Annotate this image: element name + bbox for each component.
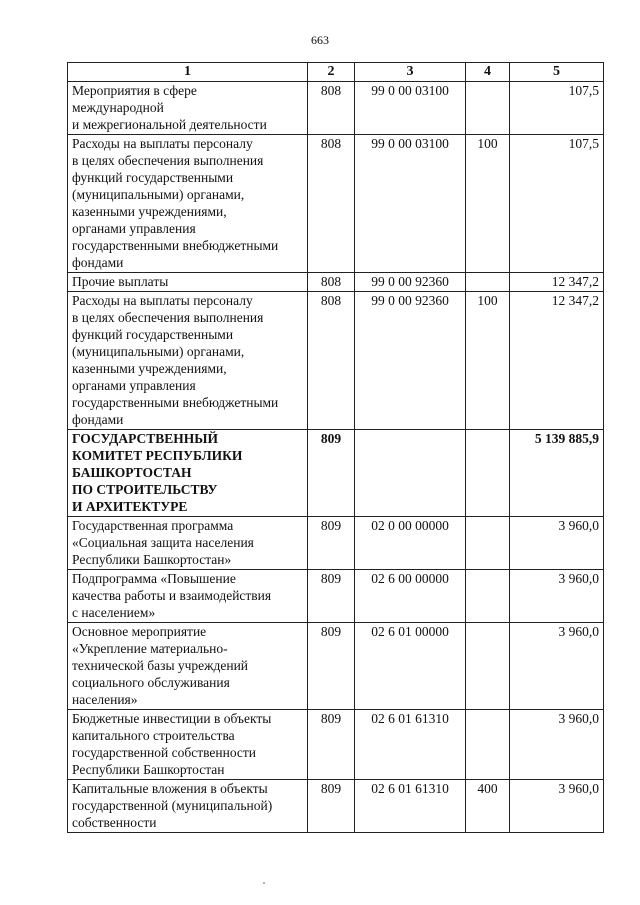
row-expense-type: 400 [466, 780, 510, 833]
table-body [68, 82, 604, 833]
table-row [68, 517, 604, 570]
row-target-article: 99 0 00 03100 [355, 135, 466, 273]
row-code: 809 [308, 430, 355, 517]
row-code: 808 [308, 292, 355, 430]
row-name: Основное мероприятие «Укрепление материально- технической базы учреждений социального обслуживания населения» [68, 623, 308, 710]
row-amount: 3 960,0 [510, 517, 604, 570]
page-number: 663 [311, 33, 329, 47]
row-amount: 3 960,0 [510, 780, 604, 833]
row-expense-type [466, 710, 510, 780]
row-name: ГОСУДАРСТВЕННЫЙ КОМИТЕТ РЕСПУБЛИКИ БАШКОРТОСТАН ПО СТРОИТЕЛЬСТВУ И АРХИТЕКТУРЕ [68, 430, 308, 517]
row-amount: 3 960,0 [510, 623, 604, 710]
column-header-3: 3 [355, 63, 466, 82]
row-expense-type: 100 [466, 135, 510, 273]
column-header-2: 2 [308, 63, 355, 82]
row-code: 809 [308, 780, 355, 833]
row-target-article [355, 430, 466, 517]
row-target-article: 02 6 00 00000 [355, 570, 466, 623]
row-name: Мероприятия в сфере международной и межрегиональной деятельности [68, 82, 308, 135]
row-target-article: 99 0 00 03100 [355, 82, 466, 135]
table-row [68, 570, 604, 623]
column-header-1: 1 [68, 63, 308, 82]
row-code: 809 [308, 710, 355, 780]
row-code: 809 [308, 517, 355, 570]
row-code: 809 [308, 570, 355, 623]
table-row [68, 430, 604, 517]
row-amount: 12 347,2 [510, 273, 604, 292]
row-code: 808 [308, 82, 355, 135]
budget-table [67, 62, 604, 833]
row-expense-type: 100 [466, 292, 510, 430]
row-name: Расходы на выплаты персоналу в целях обеспечения выполнения функций государственными (муниципальными) органами, казенными учреждениями, органами управления государственными внебюджетными фондами [68, 292, 308, 430]
row-expense-type [466, 273, 510, 292]
row-amount: 12 347,2 [510, 292, 604, 430]
table-row [68, 623, 604, 710]
row-name: Расходы на выплаты персоналу в целях обеспечения выполнения функций государственными (муниципальными) органами, казенными учреждениями, органами управления государственными внебюджетными фондами [68, 135, 308, 273]
row-amount: 3 960,0 [510, 710, 604, 780]
row-code: 809 [308, 623, 355, 710]
table-row [68, 82, 604, 135]
table-row [68, 273, 604, 292]
row-amount: 3 960,0 [510, 570, 604, 623]
row-amount: 107,5 [510, 135, 604, 273]
row-target-article: 99 0 00 92360 [355, 273, 466, 292]
row-name: Прочие выплаты [68, 273, 308, 292]
row-target-article: 02 0 00 00000 [355, 517, 466, 570]
row-expense-type [466, 570, 510, 623]
column-header-5: 5 [510, 63, 604, 82]
table-row [68, 780, 604, 833]
column-header-4: 4 [466, 63, 510, 82]
row-target-article: 99 0 00 92360 [355, 292, 466, 430]
row-name: Капитальные вложения в объекты государственной (муниципальной) собственности [68, 780, 308, 833]
row-target-article: 02 6 01 61310 [355, 780, 466, 833]
row-expense-type [466, 82, 510, 135]
row-name: Бюджетные инвестиции в объекты капитального строительства государственной собственности Республики Башкортостан [68, 710, 308, 780]
scan-speck [263, 882, 265, 884]
table-row [68, 710, 604, 780]
row-amount: 5 139 885,9 [510, 430, 604, 517]
table-row [68, 292, 604, 430]
table-row [68, 135, 604, 273]
row-expense-type [466, 517, 510, 570]
row-name: Государственная программа «Социальная защита населения Республики Башкортостан» [68, 517, 308, 570]
row-expense-type [466, 623, 510, 710]
row-name: Подпрограмма «Повышение качества работы и взаимодействия с населением» [68, 570, 308, 623]
row-target-article: 02 6 01 00000 [355, 623, 466, 710]
table-header-row [68, 63, 604, 82]
row-code: 808 [308, 135, 355, 273]
row-target-article: 02 6 01 61310 [355, 710, 466, 780]
row-expense-type [466, 430, 510, 517]
row-code: 808 [308, 273, 355, 292]
row-amount: 107,5 [510, 82, 604, 135]
